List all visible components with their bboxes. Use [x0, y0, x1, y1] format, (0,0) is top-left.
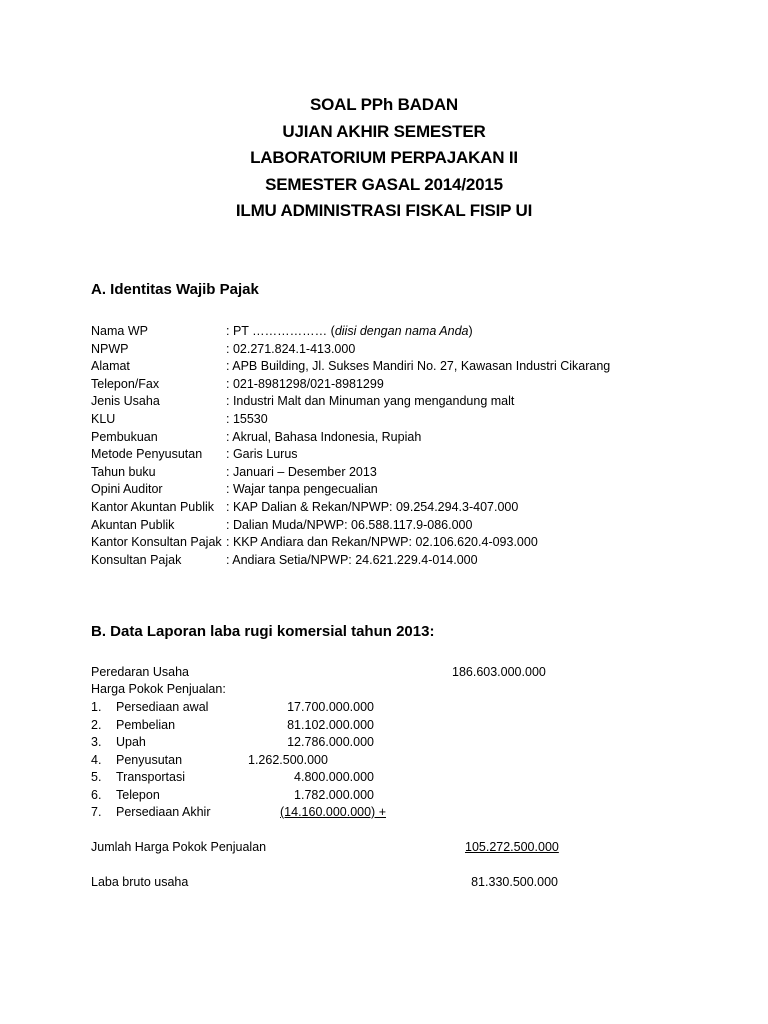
cogs-item-value: (14.160.000.000) + — [280, 805, 386, 819]
gross-profit-label: Laba bruto usaha — [91, 875, 189, 889]
identity-row — [91, 358, 610, 376]
title-line: LABORATORIUM PERPAJAKAN II — [250, 148, 518, 167]
identity-value — [226, 323, 473, 341]
identity-value: : Industri Malt dan Minuman yang mengandung malt — [226, 394, 515, 409]
identity-value: : 021-8981298/021-8981299 — [226, 376, 384, 391]
title-line: SOAL PPh BADAN — [309, 95, 458, 114]
identity-row — [91, 499, 610, 517]
cogs-item-label: Upah — [116, 735, 146, 749]
identity-label: NPWP — [91, 341, 129, 356]
identity-label: KLU — [91, 411, 116, 426]
cogs-item-label: Pembelian — [116, 718, 176, 732]
identity-label: Akuntan Publik — [91, 517, 175, 532]
title-line: SEMESTER GASAL 2014/2015 — [265, 174, 503, 194]
identity-row — [91, 323, 610, 341]
identity-label: Metode Penyusutan — [91, 447, 203, 462]
document-title — [0, 92, 768, 225]
cogs-item-label: Persediaan awal — [116, 700, 209, 714]
identity-row — [91, 552, 610, 570]
cogs-heading: Harga Pokok Penjualan: — [91, 682, 226, 696]
title-line: UJIAN AKHIR SEMESTER — [282, 121, 486, 141]
identity-label: Tahun buku — [91, 464, 156, 479]
identity-label: Opini Auditor — [91, 482, 163, 497]
identity-value: : APB Building, Jl. Sukses Mandiri No. 27, Kawasan Industri Cikarang — [226, 359, 611, 374]
identity-value: : 02.271.824.1-413.000 — [226, 341, 356, 356]
cogs-item-number: 5. — [91, 770, 102, 784]
taxpayer-identity-list — [91, 323, 610, 569]
identity-value: : Garis Lurus — [226, 447, 298, 462]
identity-row — [91, 341, 610, 359]
cogs-item-label: Persediaan Akhir — [116, 805, 211, 819]
identity-value: : Andiara Setia/NPWP: 24.621.229.4-014.000 — [226, 552, 478, 567]
cogs-item-value: 1.262.500.000 — [248, 753, 328, 767]
identity-row — [91, 481, 610, 499]
total-cogs-label: Jumlah Harga Pokok Penjualan — [91, 840, 267, 854]
identity-value: : KAP Dalian & Rekan/NPWP: 09.254.294.3-407.000 — [226, 499, 519, 514]
identity-label: Jenis Usaha — [91, 394, 160, 409]
identity-value: : Januari – Desember 2013 — [226, 464, 377, 479]
cogs-item-value: 81.102.000.000 — [287, 718, 374, 732]
title-line: ILMU ADMINISTRASI FISKAL FISIP UI — [235, 201, 533, 220]
cogs-item-number: 1. — [91, 700, 102, 714]
cogs-item-number: 6. — [91, 788, 102, 802]
identity-row — [91, 446, 610, 464]
cogs-item-number: 7. — [91, 805, 102, 819]
value-suffix: ) — [468, 324, 473, 338]
identity-row — [91, 429, 610, 447]
identity-row — [91, 464, 610, 482]
identity-label: Alamat — [91, 359, 130, 374]
value-italic: diisi dengan nama Anda — [334, 324, 469, 338]
cogs-item-label: Transportasi — [116, 770, 186, 784]
revenue-value: 186.603.000.000 — [452, 665, 546, 679]
section-a-heading: A. Identitas Wajib Pajak — [91, 281, 259, 298]
cogs-item-number: 2. — [91, 718, 102, 732]
cogs-item-number: 4. — [91, 753, 102, 767]
identity-value: : 15530 — [226, 411, 268, 426]
identity-label: Pembukuan — [91, 429, 158, 444]
identity-label: Telepon/Fax — [91, 376, 160, 391]
section-b-heading: B. Data Laporan laba rugi komersial tahun 2013: — [91, 623, 435, 640]
cogs-item-value: 4.800.000.000 — [294, 770, 374, 784]
identity-label: Kantor Akuntan Publik — [91, 499, 214, 514]
identity-row — [91, 411, 610, 429]
cogs-item-value: 1.782.000.000 — [294, 788, 374, 802]
identity-row — [91, 376, 610, 394]
identity-label: Konsultan Pajak — [91, 552, 182, 567]
identity-value: : KKP Andiara dan Rekan/NPWP: 02.106.620.4-093.000 — [226, 535, 538, 550]
identity-label: Nama WP — [91, 324, 148, 338]
cogs-item-label: Telepon — [116, 788, 160, 802]
identity-row — [91, 534, 610, 552]
cogs-item-value: 17.700.000.000 — [287, 700, 374, 714]
identity-row — [91, 517, 610, 535]
cogs-item-value: 12.786.000.000 — [287, 735, 374, 749]
cogs-item-label: Penyusutan — [116, 753, 183, 767]
cogs-item-number: 3. — [91, 735, 102, 749]
identity-row — [91, 393, 610, 411]
identity-value: : Akrual, Bahasa Indonesia, Rupiah — [226, 429, 422, 444]
gross-profit-value: 81.330.500.000 — [471, 875, 558, 889]
identity-label: Kantor Konsultan Pajak — [91, 535, 222, 550]
total-cogs-value: 105.272.500.000 — [465, 840, 559, 854]
value-prefix: : PT ……………… ( — [226, 324, 335, 338]
identity-value: : Dalian Muda/NPWP: 06.588.117.9-086.000 — [226, 517, 473, 532]
revenue-label: Peredaran Usaha — [91, 665, 189, 679]
identity-value: : Wajar tanpa pengecualian — [226, 482, 378, 497]
